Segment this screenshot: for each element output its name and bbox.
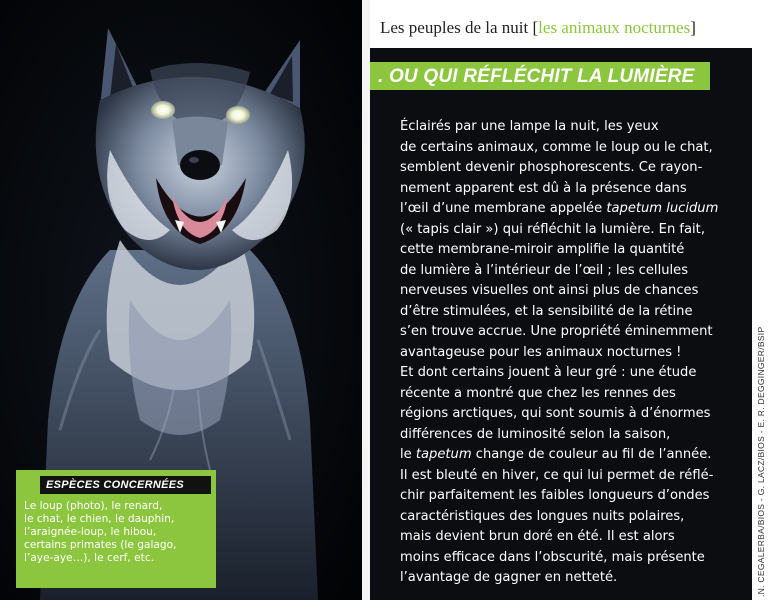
body-italic-term: tapetum lucidum [606,201,719,216]
body-text-run: change de couleur au fil de l’année. [471,447,712,462]
body-text-run: semblent devenir phosphorescents. Ce rayon- [400,160,703,175]
body-line [400,527,730,548]
body-line [400,568,730,589]
body-line [400,117,730,138]
body-line [400,138,730,159]
body-text-run: de certains animaux, comme le loup ou le chat, [400,139,713,155]
body-line [400,220,730,241]
species-line: le chat, le chien, le dauphin, [24,513,175,525]
body-text-run: nerveuses visuelles ont ainsi plus de chances [400,283,699,298]
species-box [16,470,216,588]
body-text-run: régions arctiques, qui sont soumis à d’énormes [400,406,711,421]
body-line [400,281,730,302]
body-text-run: Et dont certains jouent à leur gré : une étude [400,365,697,380]
body-line [400,199,730,220]
body-line [400,425,730,446]
photo-credit: .N. CEGALERBA/BIOS - G. LACZ/BIOS - E. R. DEGGINGER/BSIP [756,326,766,597]
body-text-run: avantageuse pour les animaux nocturnes ! [400,344,682,360]
body-line [400,322,730,343]
body-line [400,445,730,466]
body-text-run: différences de luminosité selon la saison, [400,426,671,442]
body-line [400,363,730,384]
running-head-title: Les peuples de la nuit [380,18,529,37]
body-line [400,179,730,200]
body-text-run: nement apparent est dû à la présence dans [400,180,687,196]
body-line [400,548,730,569]
body-line [400,404,730,425]
left-page [0,0,362,600]
body-text-run: cette membrane-miroir amplifie la quantité [400,242,685,257]
body-text-run: d’être stimulées, et la sensibilité de la rétine [400,303,693,319]
running-head-bracket-close: ] [690,18,696,37]
body-text-run: caractéristiques des longues nuits polaires, [400,508,685,524]
body-text-run: (« tapis clair ») qui réfléchit la lumière. En fait, [400,221,705,237]
body-text-run: le [400,447,416,462]
body-italic-term: tapetum [415,447,472,462]
body-line [400,507,730,528]
species-box-text [24,500,210,565]
body-line [400,261,730,282]
running-head [380,18,696,38]
running-head-topic: les animaux nocturnes [538,18,691,37]
right-page [370,0,772,600]
species-line: l’araignée-loup, le hibou, [24,526,157,538]
body-line [400,302,730,323]
section-heading: . OU QUI RÉFLÉCHIT LA LUMIÈRE [378,66,695,87]
body-text-run: Il est bleuté en hiver, ce qui lui permet de réflé- [400,467,714,483]
body-line [400,343,730,364]
body-text-run: de lumière à l’intérieur de l’œil ; les cellules [400,262,689,278]
body-text-run: l’œil d’une membrane appelée [400,201,607,216]
body-line [400,466,730,487]
body-text-run: moins efficace dans l’obscurité, mais présente [400,549,705,565]
body-text-run: mais devient brun doré en été. Il est alors [400,529,675,544]
page-gutter [362,0,370,600]
running-head-bracket-open: [ [532,18,539,37]
species-line: certains primates (le galago, [24,539,177,551]
body-text-run: récente a montré que chez les rennes des [400,385,676,401]
body-text-run: l’avantage de gagner en netteté. [400,570,618,585]
species-line: l’aye-aye…), le cerf, etc. [24,552,155,564]
body-text-run: s’en trouve accrue. Une propriété éminemment [400,324,713,339]
article-body [400,117,730,589]
species-box-title: ESPÈCES CONCERNÉES [40,476,211,494]
body-text-run: chir parfaitement les faibles longueurs d’ondes [400,488,710,503]
body-text-run: Éclairés par une lampe la nuit, les yeux [400,119,659,134]
body-line [400,384,730,405]
body-line [400,486,730,507]
species-line: Le loup (photo), le renard, [24,500,163,512]
body-line [400,240,730,261]
body-line [400,158,730,179]
